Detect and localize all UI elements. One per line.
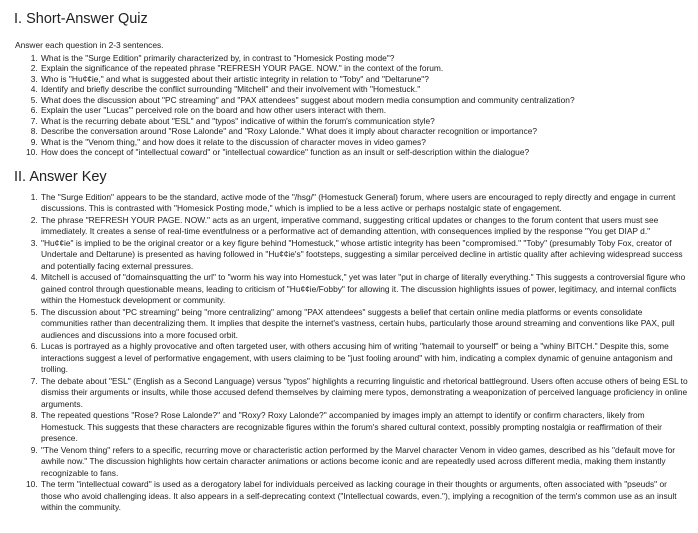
answer-item: 5. The discussion about "PC streaming" being "more centralizing" among "PAX attendees" suggests a belief that certain online media platforms or events consolidate communities rather than decentralizing them. It implies that despite the internet's vastness, certain hubs, particularly those around streaming and conventions like PAX, pull audiences and discussions into a more focused orbit. (40, 307, 688, 342)
quiz-section-title: I. Short-Answer Quiz (14, 11, 148, 27)
quiz-instruction: Answer each question in 2-3 sentences. (15, 40, 164, 50)
answer-item: 4. Mitchell is accused of "domainsquatting the url" to "worm his way into Homestuck," yet was later "put in charge of literally everything." This suggests a controversial figure who gained control through questionable means, leading to criticism of "Hu¢¢ie/Fobby" for allowing it. The discussion highlights issues of power, legitimacy, and internal conflicts within the Homestuck development or community. (40, 272, 688, 307)
answer-item: 2. The phrase "REFRESH YOUR PAGE. NOW." acts as an urgent, imperative command, suggesting critical updates or changes to the forum content that users must see immediately. It creates a sense of real-time eventfulness or a performative act of demanding attention, with consequences implied by the response "You get DIAP d." (40, 215, 688, 238)
quiz-question: 4. Identify and briefly describe the conflict surrounding "Mitchell" and their involvement with "Homestuck." (40, 84, 688, 95)
quiz-question: 2. Explain the significance of the repeated phrase "REFRESH YOUR PAGE. NOW." in the context of the forum. (40, 63, 688, 74)
answer-item: 8. The repeated questions "Rose? Rose Lalonde?" and "Roxy? Roxy Lalonde?" accompanied by images imply an attempt to identify or confirm characters, likely from Homestuck. This suggests that these characters are recognizable figures within the forum's shared cultural context, possibly prompting nostalgia or reaffirmation of their presence. (40, 410, 688, 445)
answer-item: 3. "Hu¢¢ie" is implied to be the original creator or a key figure behind "Homestuck," whose artistic integrity has been "compromised." "Toby" (presumably Toby Fox, creator of Undertale and Deltarune) is presented as having followed in "Hu¢¢ie's" footsteps, suggesting a similar perceived decline in artistic quality after achieving widespread success and potentially facing external pressures. (40, 238, 688, 273)
quiz-question: 3. Who is "Hu¢¢ie," and what is suggested about their artistic integrity in relation to "Toby" and "Deltarune"? (40, 74, 688, 85)
quiz-question-list (14, 53, 688, 158)
quiz-question: 8. Describe the conversation around "Rose Lalonde" and "Roxy Lalonde." What does it imply about character recognition or importance? (40, 126, 688, 137)
answer-item: 10. The term "intellectual coward" is used as a derogatory label for individuals perceived as lacking courage in their thoughts or arguments, often associated with "pseuds" or those who avoid challenging ideas. It also appears in a self-deprecating context ("Intellectual cowards, even."), implying a recognition of the term's common use as an insult within the community. (40, 479, 688, 514)
answer-item: 9. "The Venom thing" refers to a specific, recurring move or characteristic action performed by the Marvel character Venom in video games, described as his "default move for awhile now." The discussion highlights how certain character animations or actions become iconic and are repeatedly used across different media, making them instantly recognizable to fans. (40, 445, 688, 480)
quiz-question: 9. What is the "Venom thing," and how does it relate to the discussion of character moves in video games? (40, 137, 688, 148)
quiz-question: 1. What is the "Surge Edition" primarily characterized by, in contrast to "Homesick Posting mode"? (40, 53, 688, 64)
answer-key-section-title: II. Answer Key (14, 168, 107, 185)
answer-key-list (14, 192, 688, 514)
quiz-question: 10. How does the concept of "intellectual coward" or "intellectual cowardice" function as an insult or self-description within the dialogue? (40, 147, 688, 158)
quiz-question: 7. What is the recurring debate about "ESL" and "typos" indicative of within the forum's communication style? (40, 116, 688, 127)
answer-item: 1. The "Surge Edition" appears to be the standard, active mode of the "/hsg/" (Homestuck General) forum, where users are encouraged to reply directly and engage in current discussions. This is contrasted with "Homesick Posting mode," which is implied to be a less active or perhaps nostalgic state of engagement. (40, 192, 688, 215)
answer-item: 7. The debate about "ESL" (English as a Second Language) versus "typos" highlights a recurring linguistic and rhetorical battleground. Users often accuse others of being ESL to dismiss their arguments or insults, while those accused defend themselves by claiming mere typos, demonstrating a weaponization of perceived language proficiency in online arguments. (40, 376, 688, 411)
answer-item: 6. Lucas is portrayed as a highly provocative and often targeted user, with others accusing him of writing "hatemail to yourself" or being a "whiny BITCH." Despite this, some interactions suggest a level of performative engagement, with users claiming to be "just fooling around" with him, indicating a complex dynamic of genuine antagonism and trolling. (40, 341, 688, 376)
quiz-question: 6. Explain the user "Lucas"' perceived role on the board and how other users interact with them. (40, 105, 688, 116)
quiz-question: 5. What does the discussion about "PC streaming" and "PAX attendees" suggest about modern media consumption and community centralization? (40, 95, 688, 106)
